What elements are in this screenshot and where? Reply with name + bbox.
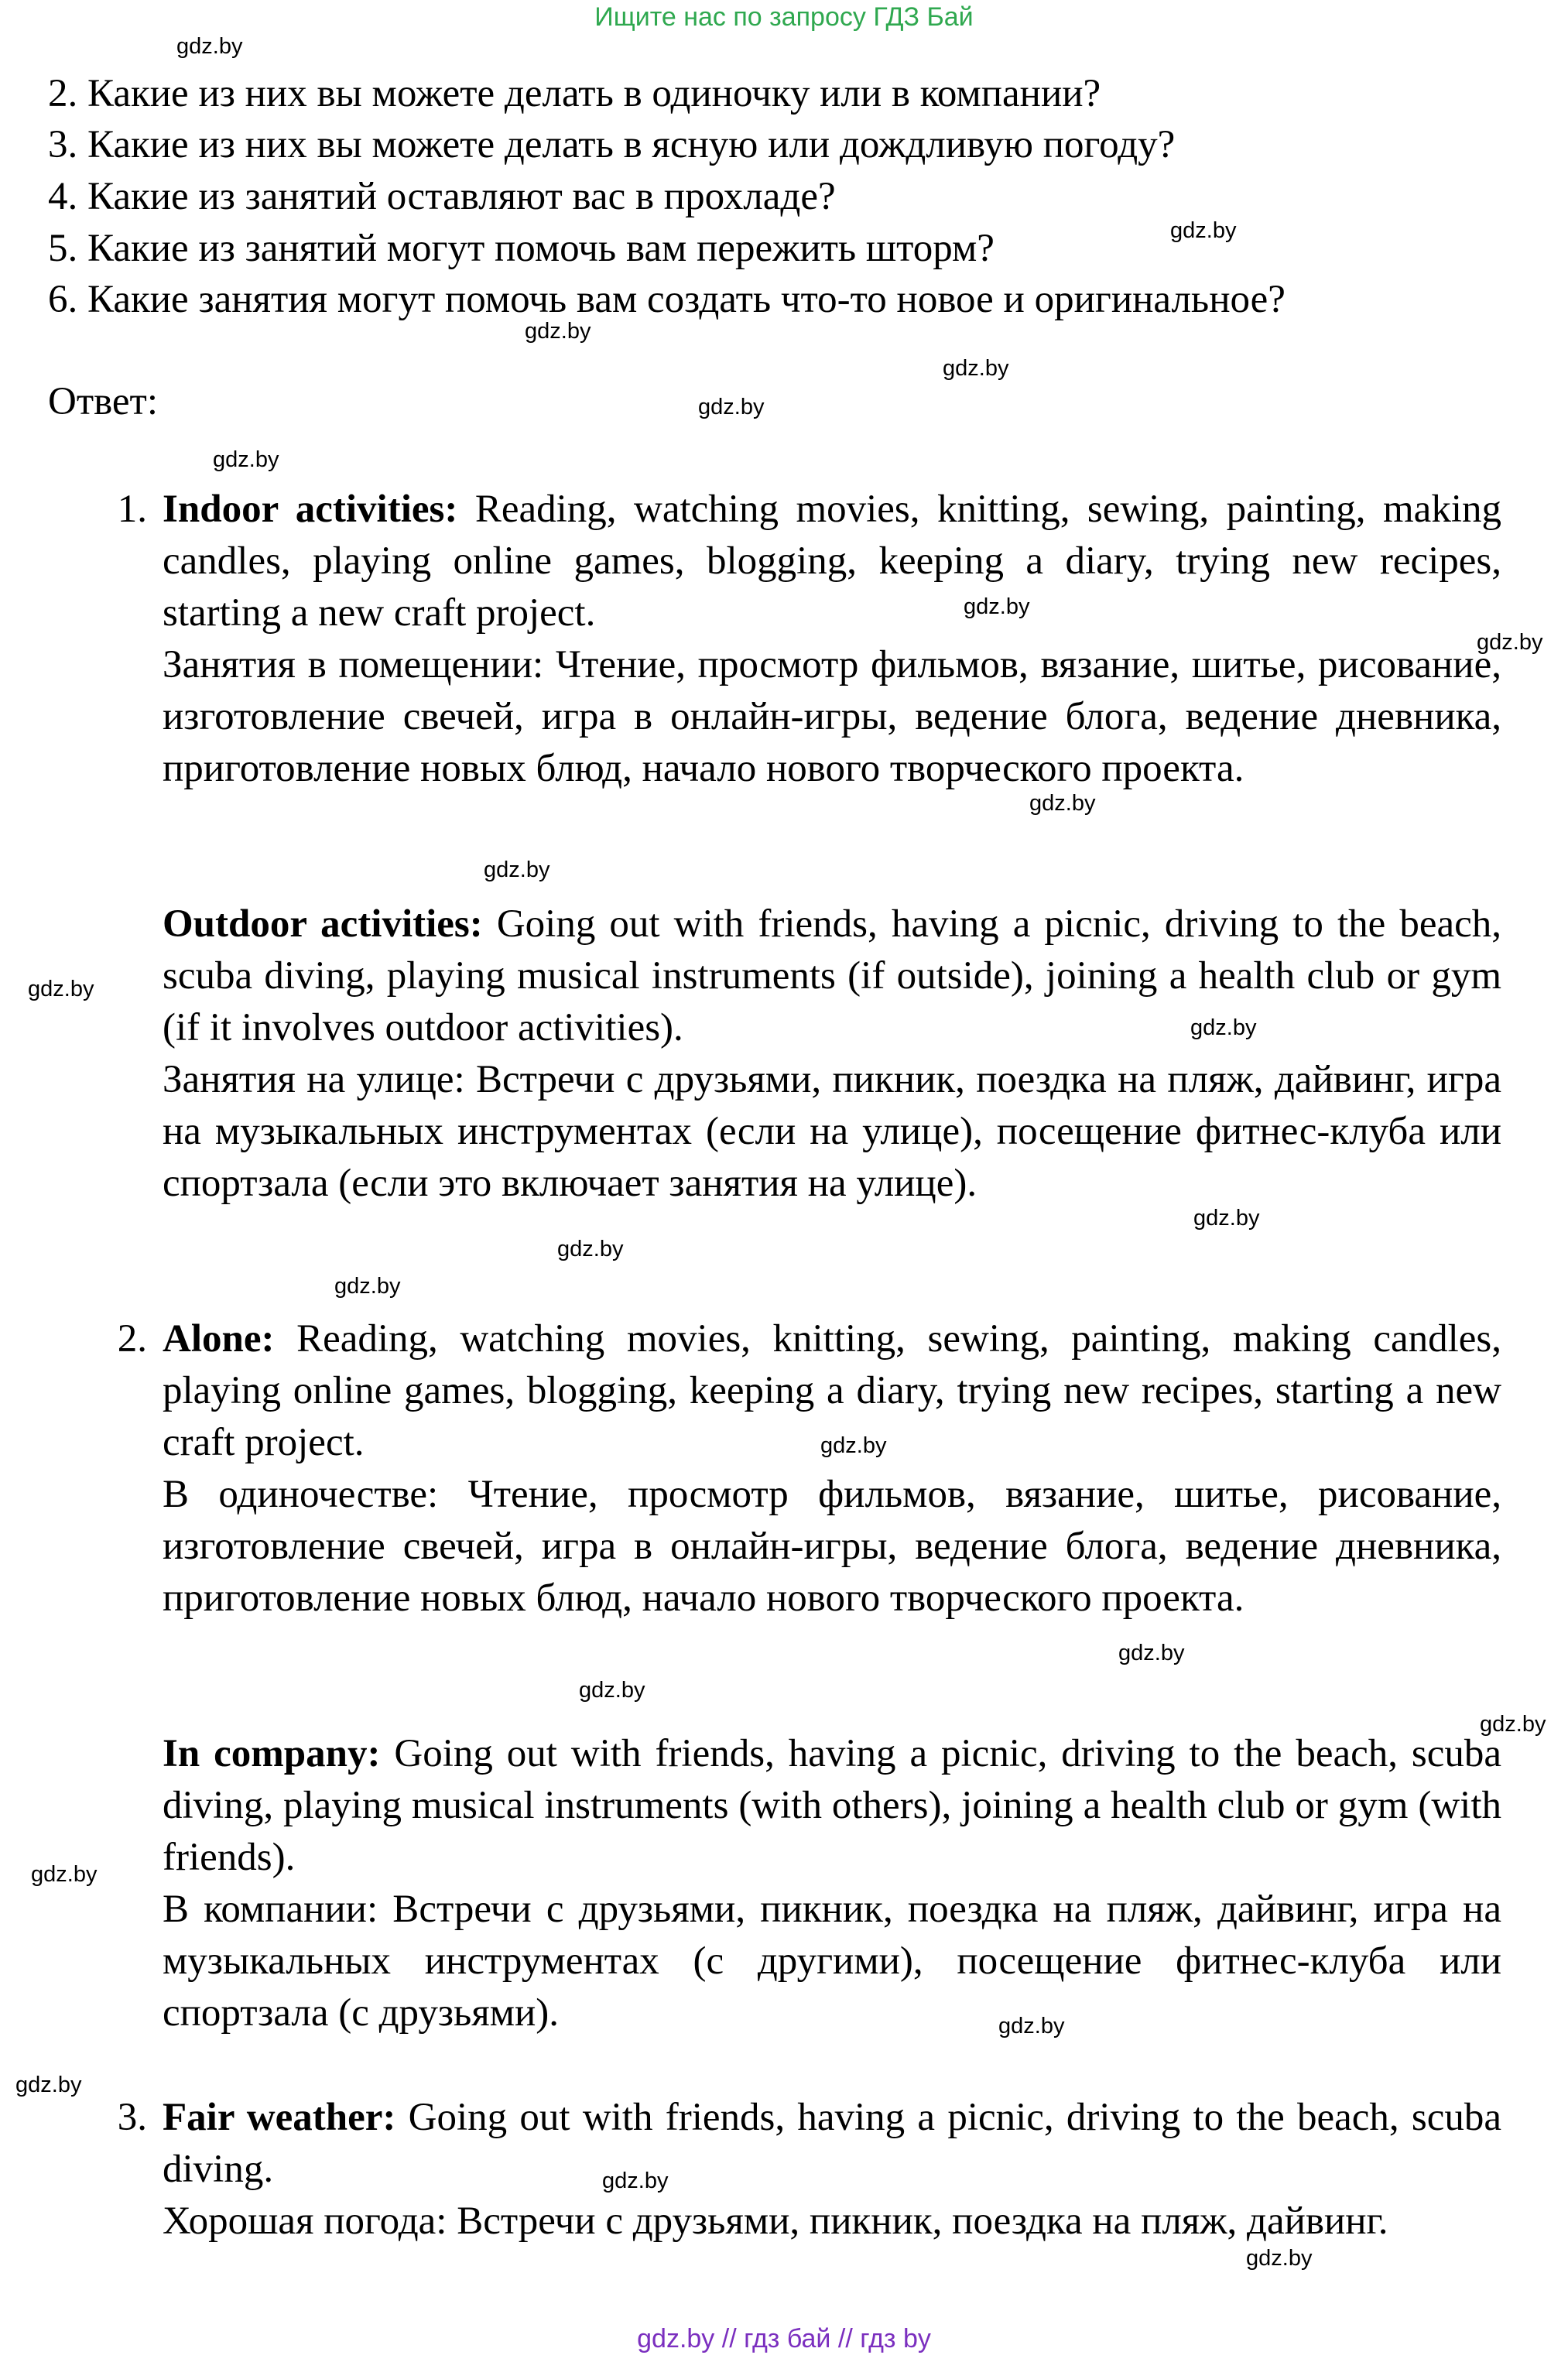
answer-2-company-ru: В компании: Встречи с друзьями, пикник, поездка на пляж, дайвинг, игра на музыкальных инструментах (с другими), посещение фитнес-клуба или спортзала (с друзьями). <box>163 1888 1501 2035</box>
fair-en-text: Going out with friends, having a picnic, driving to the beach, scuba diving. <box>163 2096 1502 2191</box>
indoor-title: Indoor activities: <box>163 488 458 531</box>
watermark: gdz.by <box>557 1237 624 1261</box>
question-6: 6. Какие занятия могут помочь вам создать что-то новое и оригинальное? <box>48 278 1286 321</box>
watermark: gdz.by <box>1170 218 1237 243</box>
question-4: 4. Какие из занятий оставляют вас в прохладе? <box>48 175 836 218</box>
answer-1-indoor-en <box>163 484 1501 639</box>
answer-3-fair-en <box>163 2092 1501 2196</box>
indoor-en-text: Reading, watching movies, knitting, sewing, painting, making candles, playing online games, blogging, keeping a diary, trying new recipes, starting a new craft project. <box>163 488 1501 635</box>
answer-1-outdoor-ru: Занятия на улице: Встречи с друзьями, пикник, поездка на пляж, дайвинг, игра на музыкальных инструментах (если на улице), посещение фитнес-клуба или спортзала (если это включает занятия на улице). <box>163 1058 1501 1205</box>
question-5: 5. Какие из занятий могут помочь вам пережить шторм? <box>48 227 995 270</box>
watermark: gdz.by <box>998 2014 1065 2039</box>
watermark: gdz.by <box>698 395 765 419</box>
answer-2-alone-ru: В одиночестве: Чтение, просмотр фильмов, вязание, шитье, рисование, изготовление свечей, игра в онлайн-игры, ведение блога, ведение дневника, приготовление новых блюд, начало нового творческого проекта. <box>163 1473 1501 1620</box>
watermark: gdz.by <box>525 319 591 344</box>
alone-en-text: Reading, watching movies, knitting, sewing, painting, making candles, playing online games, blogging, keeping a diary, trying new recipes, starting a new craft project. <box>163 1317 1501 1464</box>
watermark: gdz.by <box>1477 630 1543 655</box>
watermark: gdz.by <box>820 1433 887 1458</box>
watermark: gdz.by <box>176 34 243 59</box>
watermark: gdz.by <box>213 447 279 472</box>
watermark: gdz.by <box>334 1274 401 1299</box>
answer-1-outdoor-en <box>163 899 1501 1054</box>
answer-2-number: 2. <box>117 1317 147 1361</box>
watermark: gdz.by <box>1029 791 1096 816</box>
watermark: gdz.by <box>964 594 1030 619</box>
answer-2-company-en <box>163 1728 1501 1884</box>
answer-3-number: 3. <box>117 2096 147 2139</box>
header-search-hint[interactable]: Ищите нас по запросу ГДЗ Бай <box>594 2 974 32</box>
watermark: gdz.by <box>28 977 94 1001</box>
answer-1-number: 1. <box>117 488 147 531</box>
watermark: gdz.by <box>602 2169 669 2193</box>
watermark: gdz.by <box>943 356 1009 381</box>
watermark: gdz.by <box>31 1862 98 1887</box>
answer-label: Ответ: <box>48 380 158 423</box>
watermark: gdz.by <box>484 858 550 882</box>
watermark: gdz.by <box>1193 1206 1260 1231</box>
outdoor-title: Outdoor activities: <box>163 902 483 946</box>
question-2: 2. Какие из них вы можете делать в одиночку или в компании? <box>48 72 1101 115</box>
watermark: gdz.by <box>1190 1015 1257 1040</box>
company-en-text: Going out with friends, having a picnic, driving to the beach, scuba diving, playing musical instruments (with others), joining a health club or gym (with friends). <box>163 1732 1502 1879</box>
answer-3-fair-ru: Хорошая погода: Встречи с друзьями, пикник, поездка на пляж, дайвинг. <box>163 2199 1388 2243</box>
company-title: In company: <box>163 1732 381 1775</box>
watermark: gdz.by <box>1246 2246 1313 2271</box>
question-3: 3. Какие из них вы можете делать в ясную или дождливую погоду? <box>48 123 1176 166</box>
watermark: gdz.by <box>1480 1712 1546 1737</box>
watermark: gdz.by <box>579 1678 645 1703</box>
outdoor-en-text: Going out with friends, having a picnic, driving to the beach, scuba diving, playing musical instruments (if outside), joining a health club or gym (if it involves outdoor activities). <box>163 902 1501 1049</box>
watermark: gdz.by <box>1118 1641 1185 1665</box>
footer-site-links[interactable]: gdz.by // гдз бай // гдз by <box>637 2324 931 2353</box>
fair-weather-title: Fair weather: <box>163 2096 396 2139</box>
alone-title: Alone: <box>163 1317 275 1361</box>
answer-1-indoor-ru: Занятия в помещении: Чтение, просмотр фильмов, вязание, шитье, рисование, изготовление свечей, игра в онлайн-игры, ведение блога, ведение дневника, приготовление новых блюд, начало нового творческого проекта. <box>163 643 1501 790</box>
watermark: gdz.by <box>15 2073 82 2097</box>
